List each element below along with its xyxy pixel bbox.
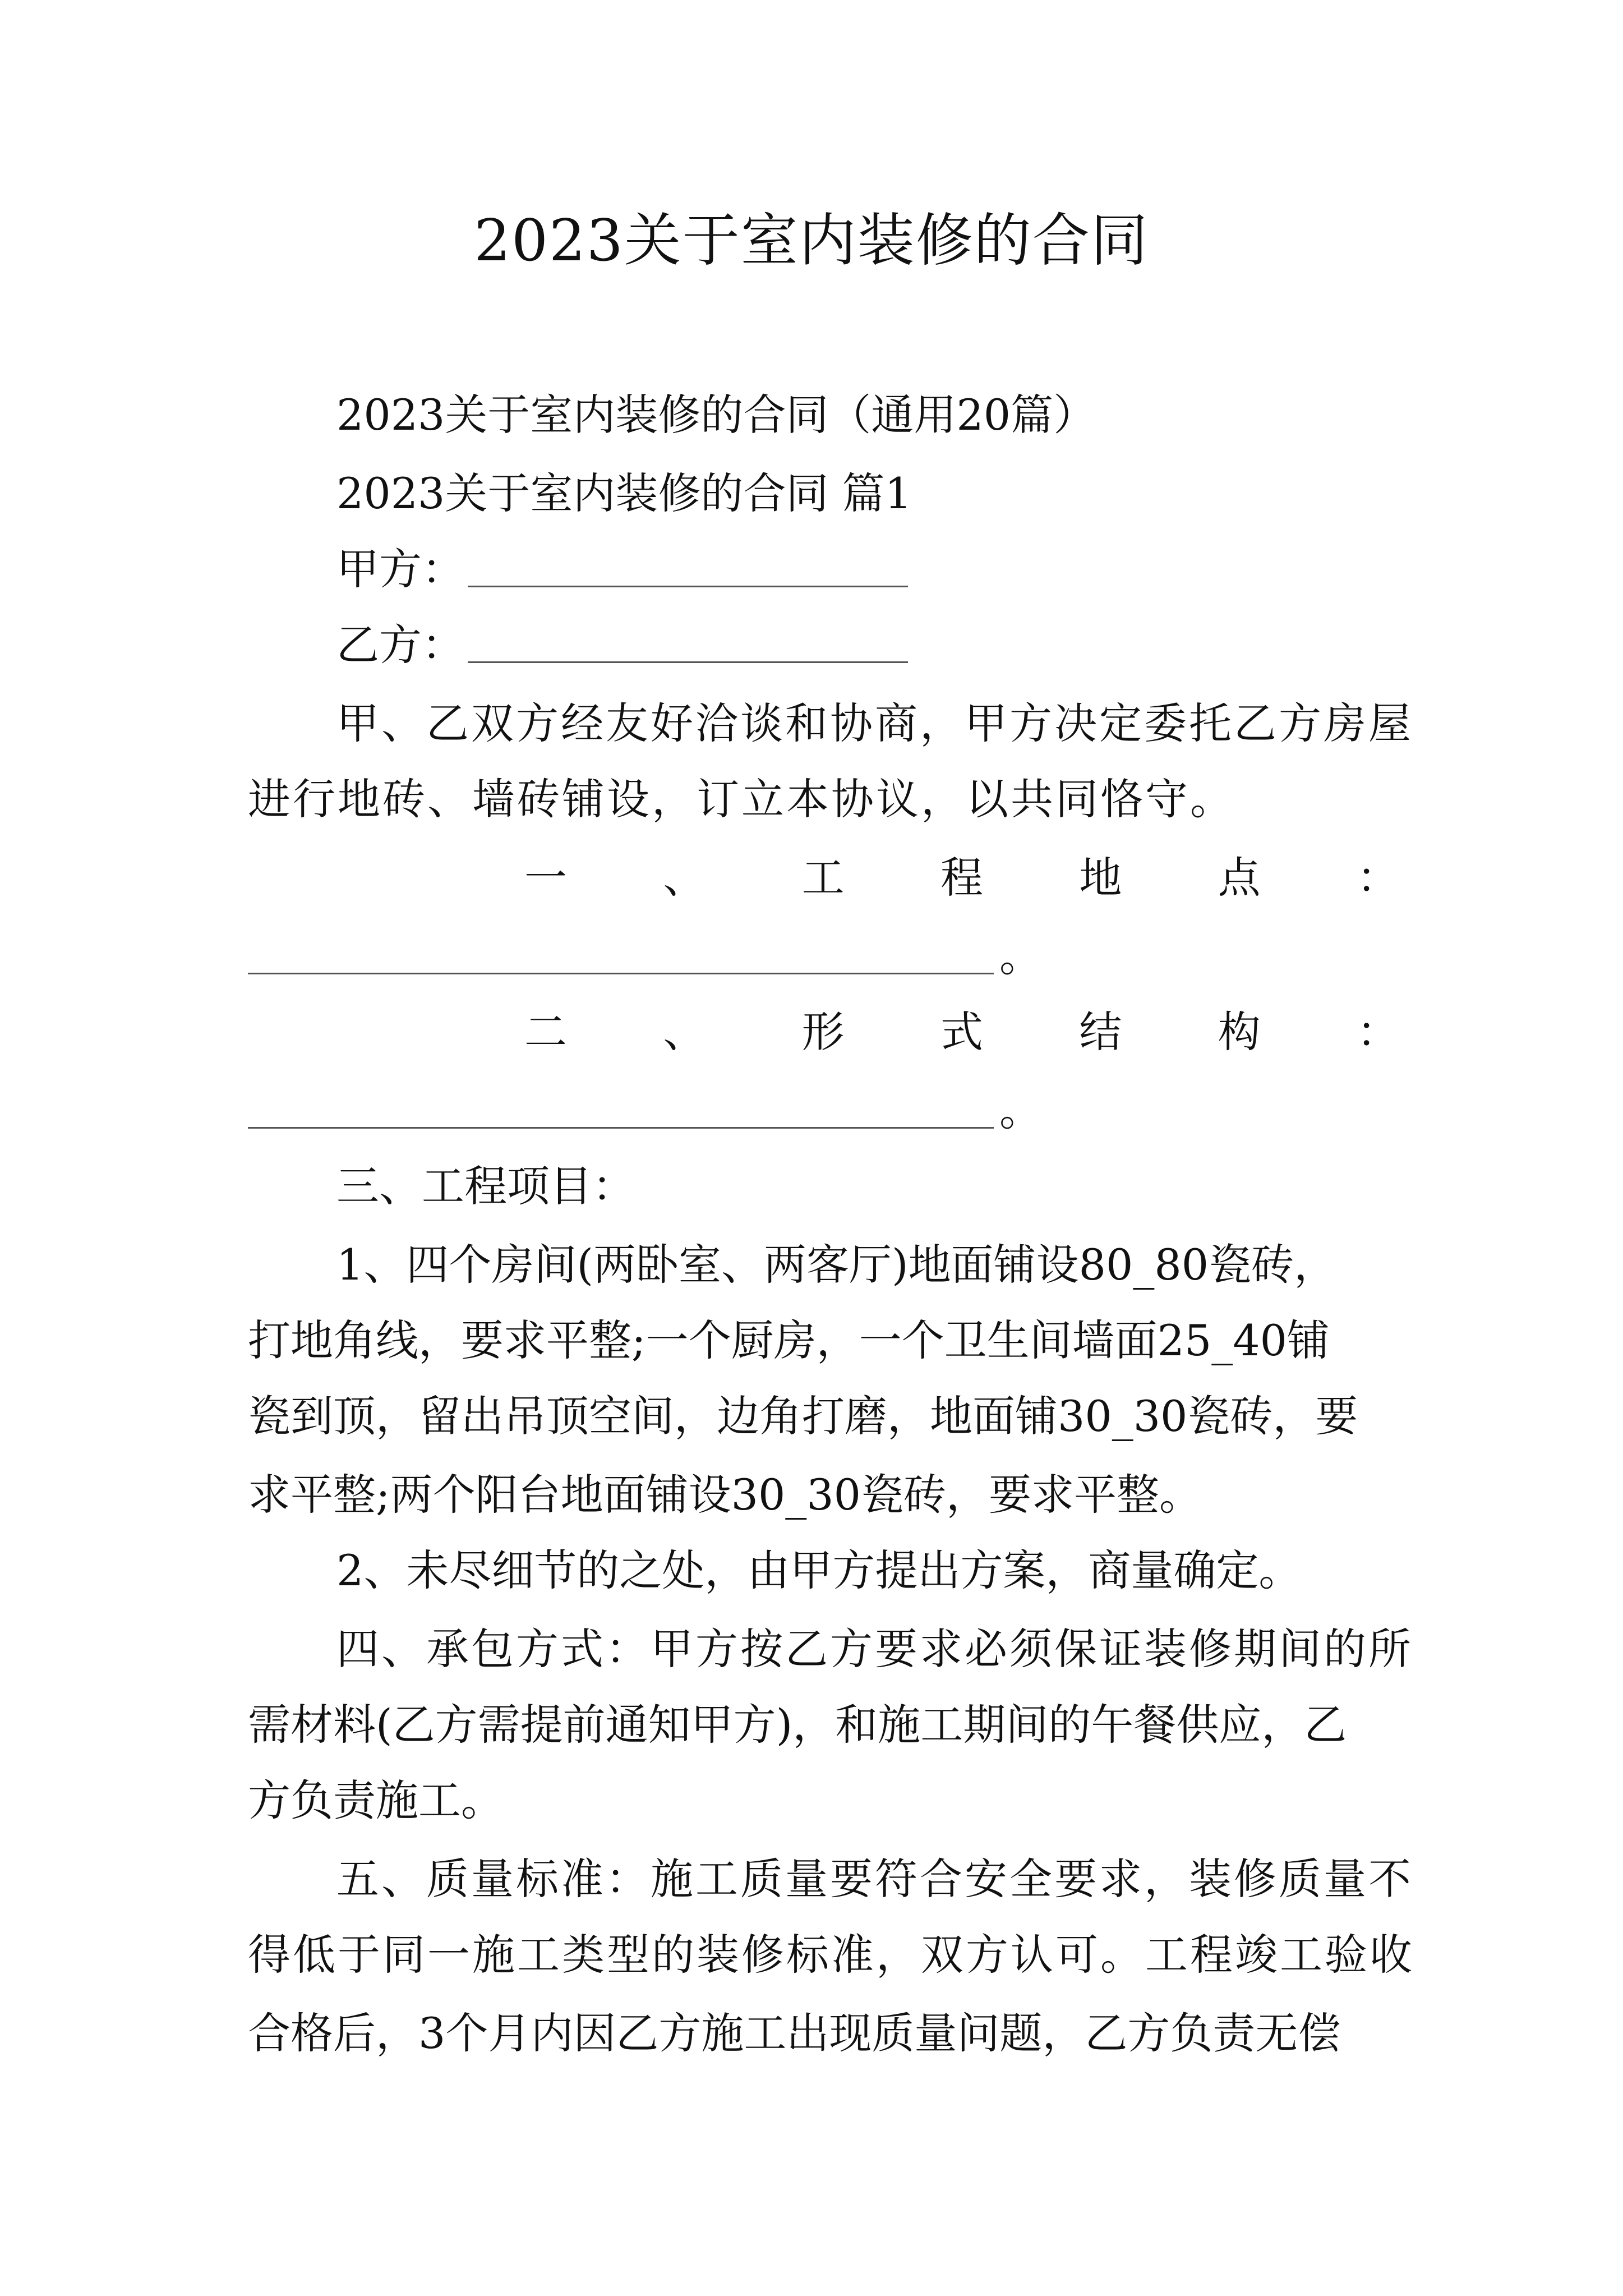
- item-1-line-3: 瓷到顶，留出吊顶空间，边角打磨，地面铺30_30瓷砖，要: [248, 1391, 1358, 1441]
- section-5-line-2: 得低于同一施工类型的装修标准，双方认可。工程竣工验收: [248, 1930, 1414, 1980]
- item-1-line-2: 打地角线，要求平整;一个厨房，一个卫生间墙面25_40铺: [248, 1315, 1330, 1365]
- section-4-line-2: 需材料(乙方需提前通知甲方)，和施工期间的午餐供应，乙: [248, 1700, 1347, 1750]
- section-2-char: 、: [663, 1007, 706, 1057]
- section-2-char: 构: [1218, 1007, 1261, 1057]
- intro-paragraph-line-1: 甲、乙双方经友好洽谈和协商，甲方决定委托乙方房屋: [336, 698, 1413, 748]
- section-1-char: ：: [1356, 853, 1399, 903]
- part-heading: 2023关于室内装修的合同 篇1: [336, 468, 912, 518]
- section-1-end: 。: [999, 931, 1042, 981]
- section-2-char: 形: [801, 1007, 845, 1057]
- section-4-line-1: 四、承包方式：甲方按乙方要求必须保证装修期间的所: [336, 1624, 1413, 1674]
- section-1-blank: [248, 933, 994, 974]
- section-5-line-3: 合格后，3个月内因乙方施工出现质量问题，乙方负责无偿: [248, 2008, 1341, 2058]
- party-a-label: 甲方：: [336, 544, 464, 594]
- party-b-blank: [468, 622, 908, 663]
- section-1-char: 工: [801, 853, 845, 903]
- section-2-blank: [248, 1088, 994, 1129]
- section-2-char: 式: [940, 1007, 983, 1057]
- section-2-char: 结: [1079, 1007, 1122, 1057]
- section-2-char: 二: [524, 1007, 567, 1057]
- section-5-line-1: 五、质量标准：施工质量要符合安全要求，装修质量不: [336, 1854, 1413, 1904]
- party-a-line: [336, 541, 908, 597]
- item-1-line-4: 求平整;两个阳台地面铺设30_30瓷砖，要求平整。: [248, 1470, 1202, 1520]
- section-1-char: 点: [1218, 853, 1261, 903]
- section-1-char: 地: [1079, 853, 1122, 903]
- party-b-label: 乙方：: [336, 620, 464, 670]
- document-title: 2023关于室内装修的合同: [474, 208, 1149, 274]
- section-2-heading: [524, 1004, 1399, 1060]
- party-a-blank: [468, 546, 908, 587]
- section-2-char: ：: [1356, 1007, 1399, 1057]
- section-4-line-3: 方负责施工。: [248, 1775, 504, 1825]
- item-2-line: 2、未尽细节的之处，由甲方提出方案，商量确定。: [336, 1545, 1302, 1595]
- section-1-heading: [524, 850, 1399, 906]
- section-2-end: 。: [999, 1085, 1042, 1135]
- section-1-fill-line: [248, 928, 1042, 984]
- document-subtitle: 2023关于室内装修的合同（通用20篇）: [336, 390, 1096, 440]
- section-2-fill-line: [248, 1083, 1042, 1139]
- section-3-heading: 三、工程项目：: [336, 1161, 635, 1211]
- section-1-char: 一: [524, 853, 567, 903]
- intro-paragraph-line-2: 进行地砖、墙砖铺设，订立本协议，以共同恪守。: [248, 774, 1235, 824]
- section-1-char: 程: [940, 853, 983, 903]
- section-1-char: 、: [663, 853, 706, 903]
- party-b-line: [336, 617, 908, 673]
- item-1-line-1: 1、四个房间(两卧室、两客厅)地面铺设80_80瓷砖，: [336, 1240, 1337, 1290]
